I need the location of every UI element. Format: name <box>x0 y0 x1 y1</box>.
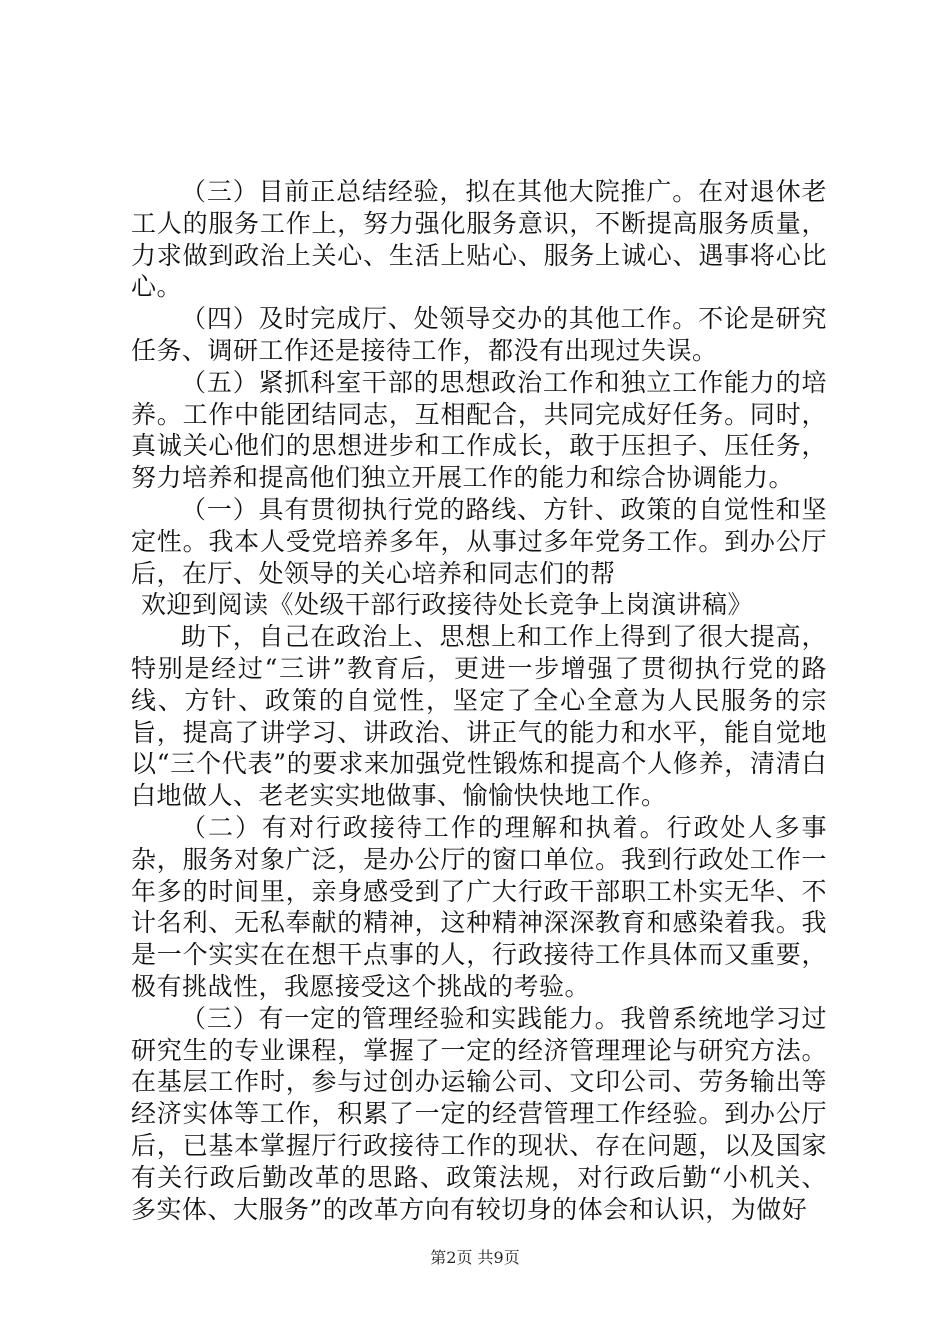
paragraph-4: （四）及时完成厅、处领导交办的其他工作。不论是研究任务、调研工作还是接待工作，都没有出现过失误。 <box>131 304 827 365</box>
paragraph-qualification-3: （三）有一定的管理经验和实践能力。我曾系统地学习过研究生的专业课程，掌握了一定的经济管理理论与研究方法。在基层工作时，参与过创办运输公司、文印公司、劳务输出等经济实体等工作，积累了一定的经营管理工作经验。到办公厅后，已基本掌握厅行政接待工作的现状、存在问题，以及国家有关行政后勤改革的思路、政策法规，对行政后勤“小机关、多实体、大服务”的改革方向有较切身的体会和认识，为做好 <box>131 1003 827 1224</box>
paragraph-qualification-1: （一）具有贯彻执行党的路线、方针、政策的自觉性和坚定性。我本人受党培养多年，从事过多年党务工作。到办公厅后，在厅、处领导的关心培养和同志们的帮 <box>131 494 827 588</box>
paragraph-3: （三）目前正总结经验，拟在其他大院推广。在对退休老工人的服务工作上，努力强化服务意识，不断提高服务质量，力求做到政治上关心、生活上贴心、服务上诚心、遇事将心比心。 <box>131 177 827 302</box>
paragraph-continued: 助下，自己在政治上、思想上和工作上得到了很大提高，特别是经过“三讲”教育后，更进一步增强了贯彻执行党的路线、方针、政策的自觉性，坚定了全心全意为人民服务的宗旨，提高了讲学习、讲政治、讲正气的能力和水平，能自觉地以“三个代表”的要求来加强党性锻炼和提高个人修养，清清白白地做人、老老实实地做事、愉愉快快地工作。 <box>131 622 827 811</box>
document-body <box>131 176 827 1225</box>
page-number-footer: 第2页 共9页 <box>430 1248 520 1267</box>
paragraph-qualification-2: （二）有对行政接待工作的理解和执着。行政处人多事杂，服务对象广泛，是办公厅的窗口单位。我到行政处工作一年多的时间里，亲身感受到了广大行政干部职工朴实无华、不计名利、无私奉献的精神，这种精神深深教育和感染着我。我是一个实实在在想干点事的人，行政接待工作具体而又重要，极有挑战性，我愿接受这个挑战的考验。 <box>131 812 827 1001</box>
welcome-line: 欢迎到阅读《处级干部行政接待处长竞争上岗演讲稿》 <box>141 590 754 620</box>
paragraph-5: （五）紧抓科室干部的思想政治工作和独立工作能力的培养。工作中能团结同志，互相配合，共同完成好任务。同时，真诚关心他们的思想进步和工作成长，敢于压担子、压任务，努力培养和提高他们独立开展工作的能力和综合协调能力。 <box>131 367 827 493</box>
